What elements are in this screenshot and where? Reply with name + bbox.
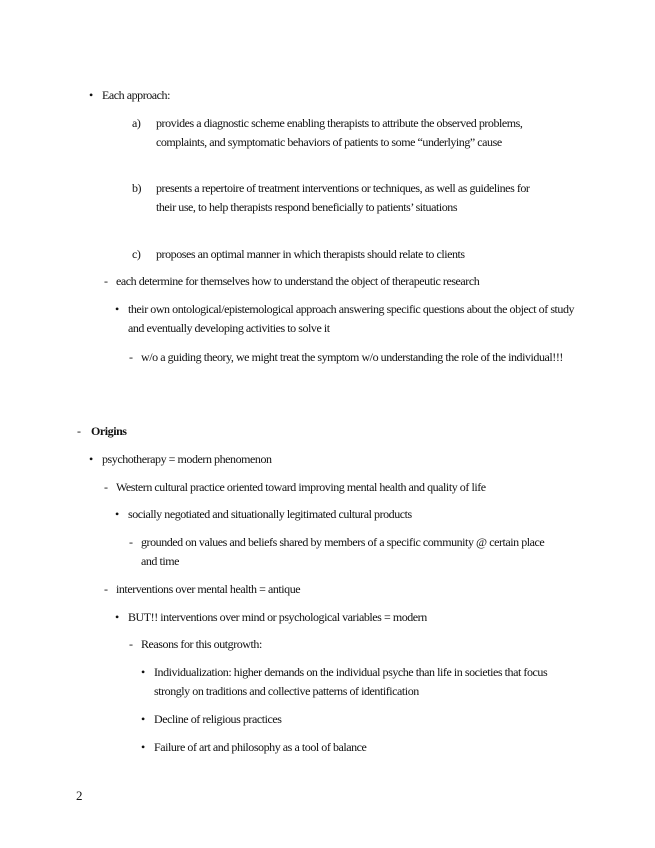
outline-item-interventions [104, 580, 516, 599]
bullet: • [89, 88, 93, 102]
outline-item-b [132, 179, 546, 217]
section-heading: Origins [91, 424, 127, 438]
dash-bullet: - [129, 637, 133, 651]
item-text: Each approach: [102, 88, 170, 102]
dash-bullet: - [104, 480, 108, 494]
outline-item-but [115, 608, 578, 627]
bullet: • [115, 610, 119, 624]
outline-item-ontological [115, 300, 583, 338]
bullet: • [141, 740, 145, 754]
dash-bullet: - [104, 274, 108, 288]
dash-bullet: - [129, 535, 133, 549]
bullet: • [89, 452, 93, 466]
item-text: BUT!! interventions over mind or psychological variables = modern [128, 610, 427, 624]
outline-item-each-approach [89, 86, 582, 105]
outline-item-grounded [129, 533, 561, 571]
item-text: presents a repertoire of treatment interventions or techniques, as well as guidelines for their use, to help therapists respond beneficially to patients’ situations [156, 181, 530, 214]
bullet: • [115, 302, 119, 316]
outline-item-decline [141, 710, 554, 729]
outline-item-individualization [141, 663, 574, 701]
outline-item-failure [141, 738, 554, 757]
item-text: grounded on values and beliefs shared by members of a specific community @ certain place and time [141, 535, 545, 568]
item-text: each determine for themselves how to understand the object of therapeutic research [116, 274, 480, 288]
list-marker: b) [132, 181, 142, 195]
outline-item-each-determine [104, 272, 606, 291]
item-text: socially negotiated and situationally legitimated cultural products [128, 507, 412, 521]
item-text: interventions over mental health = antique [116, 582, 301, 596]
item-text: Reasons for this outgrowth: [141, 637, 262, 651]
bullet: • [141, 712, 145, 726]
item-text: psychotherapy = modern phenomenon [102, 452, 272, 466]
bullet: • [141, 665, 145, 679]
item-text: Individualization: higher demands on the individual psyche than life in societies that focus strongly on traditions and collective patterns of identification [154, 665, 548, 698]
outline-item-psychotherapy [89, 450, 502, 469]
list-marker: c) [132, 247, 141, 261]
outline-heading-origins [77, 422, 391, 441]
outline-item-guiding-theory [129, 348, 576, 367]
item-text: Western cultural practice oriented toward improving mental health and quality of life [116, 480, 486, 494]
item-text: Decline of religious practices [154, 712, 282, 726]
outline-item-socially [115, 505, 578, 524]
bullet: • [115, 507, 119, 521]
page-number: 2 [76, 788, 83, 803]
outline-item-c [132, 245, 576, 264]
item-text: provides a diagnostic scheme enabling therapists to attribute the observed problems, complaints, and symptomatic behaviors of patients to some “underlying” cause [156, 116, 523, 149]
item-text: their own ontological/epistemological approach answering specific questions about the object of study and eventually developing activities to solve it [128, 302, 575, 335]
outline-item-reasons [129, 635, 541, 654]
item-text: Failure of art and philosophy as a tool of balance [154, 740, 367, 754]
list-marker: a) [132, 116, 141, 130]
dash-bullet: - [77, 424, 81, 438]
outline-item-western [104, 478, 606, 497]
item-text: w/o a guiding theory, we might treat the symptom w/o understanding the role of the individual!!! [141, 350, 563, 364]
item-text: proposes an optimal manner in which therapists should relate to clients [156, 247, 465, 261]
dash-bullet: - [104, 582, 108, 596]
dash-bullet: - [129, 350, 133, 364]
outline-item-a [132, 114, 546, 152]
